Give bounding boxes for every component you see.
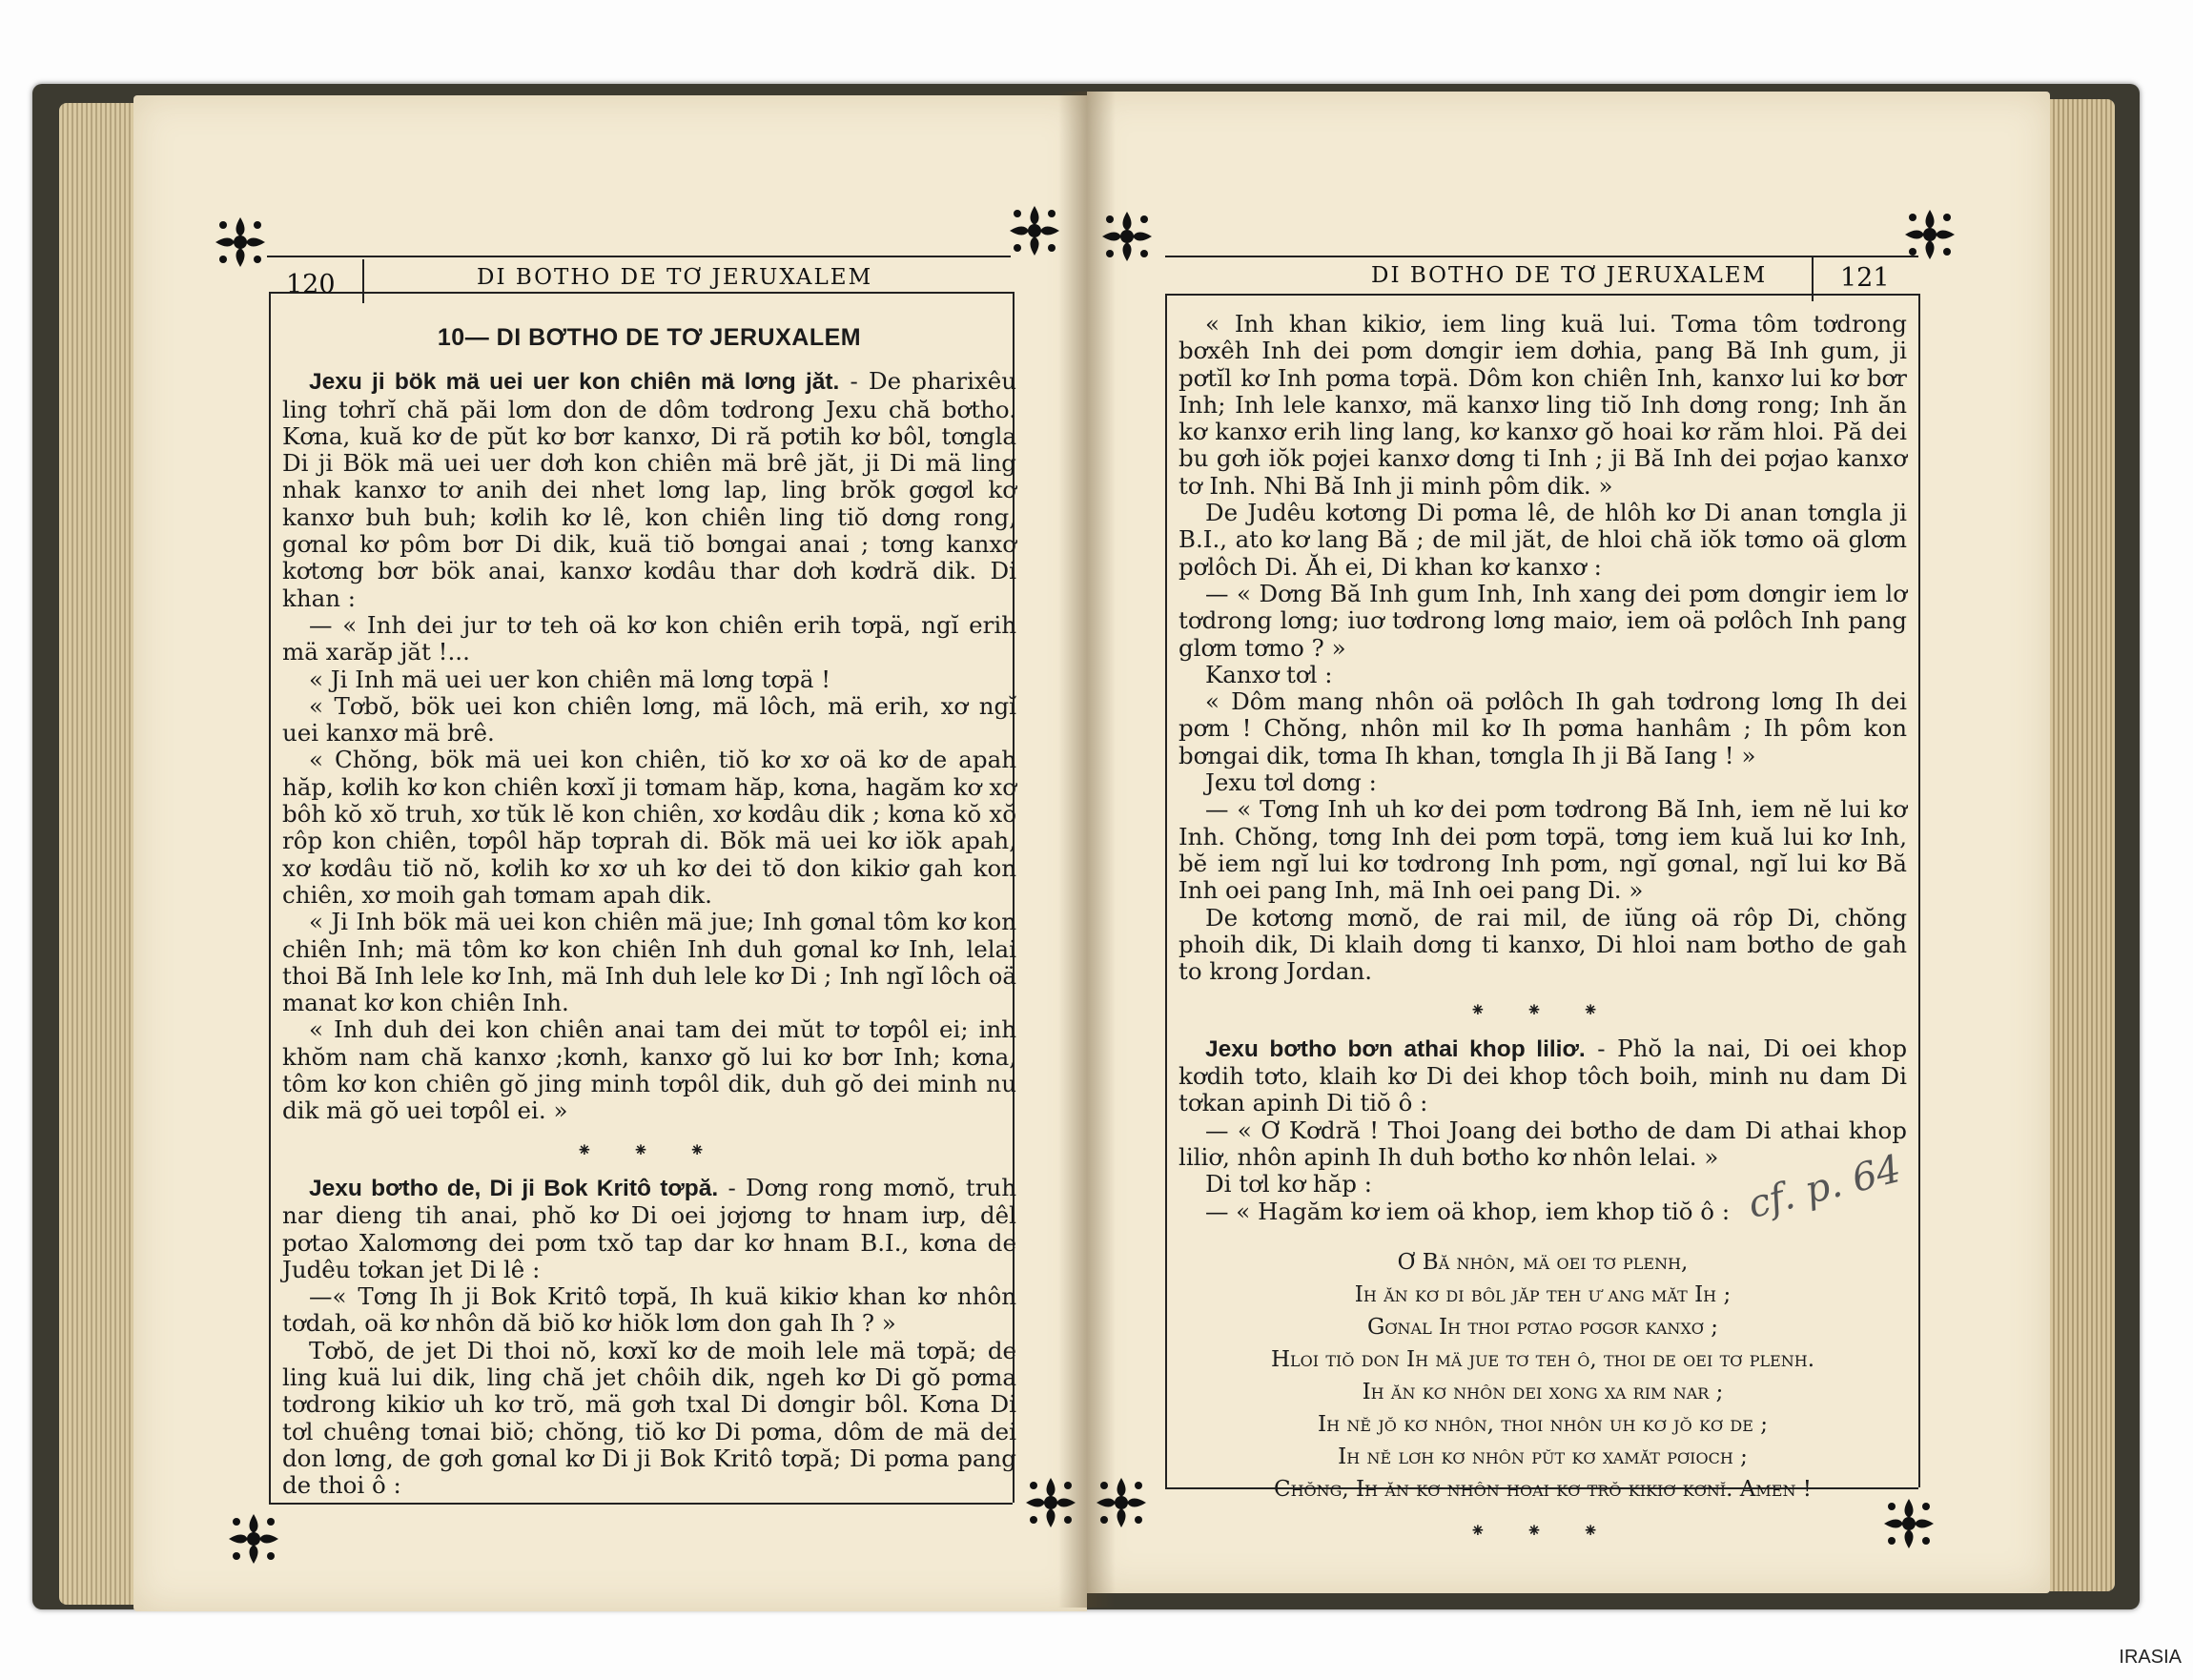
handwritten-note: cf. p. 64	[1743, 1146, 1906, 1228]
paragraph-text: - Phŏ la nai, Di oei khop kơdih tơto, klaih kơ Di dei khop tôch boih, minh nu dam Di tơkan apinh Di tiŏ ô :	[1178, 1034, 1907, 1117]
paragraph: « Tơbŏ, bök uei kon chiên lơng, mä lôch, mä erih, xơ ngĭ uei kanxơ mä brê.	[282, 691, 1016, 748]
subheading: Jexu ji bök mä uei uer kon chiên mä lơng jăt.	[309, 369, 840, 396]
fleuron-ornament-bottom-left-right-page	[1093, 1474, 1150, 1531]
paragraph: — « Hagăm kơ iem oä khop, iem khop tiŏ ô :	[1205, 1197, 1731, 1225]
left-page-body	[282, 324, 1017, 1500]
paragraph: — « Tơng Inh uh kơ dei pơm tơdrong Bă Inh, iem nĕ lui kơ Inh. Chŏng, tơng Inh dei pơm tơpä, tơng iem kuă lui kơ Inh, bĕ iem ngĭ lui kơ tơdrong Inh pơm, ngĭ gơnal, ngĭ lui kơ Bă Inh oei pang Inh, mä Inh oei pang Di. »	[1178, 795, 1907, 905]
paragraph	[282, 368, 1016, 612]
paragraph: — « Inh dei jur tơ teh oä kơ kon chiên erih tơpä, ngĭ erih mä xarăp jăt !...	[282, 610, 1016, 666]
prayer-line: Hloi tiŏ don Ih mä jue tơ teh ô, thoi de oei tơ plenh.	[1270, 1346, 1815, 1372]
paragraph	[282, 1175, 1016, 1283]
prayer-line: Ih nĕ jŏ kơ nhôn, thoi nhôn uh kơ jŏ kơ de ;	[1318, 1411, 1768, 1437]
page-edges-right	[2040, 99, 2115, 1591]
paragraph: Jexu tơl dơng :	[1205, 768, 1377, 797]
paragraph: « Inh duh dei kon chiên anai tam dei mŭt tơ tơpôl ei; inh khŏm nam chă kanxơ ;kơnh, kanxơ gŏ lui kơ bơr Inh; kơna, tôm kơ kon chiên gŏ jing minh tơpôl dik, duh gŏ dei minh nu dik mä gŏ uei tơpôl ei. »	[282, 1015, 1016, 1125]
prayer-line: Chŏng, Ih ăn kơ nhôn hoai kơ trŏ kikiơ kơnĭ. Amen !	[1273, 1476, 1813, 1502]
paragraph: — « Ơ Kơdră ! Thoi Joang dei bơtho de dam Di athai khop liliơ, nhôn apinh Ih duh bơtho kơ nhôn lelai. »	[1178, 1116, 1907, 1171]
paragraph: — « Dơng Bă Inh gum Inh, Inh xang dei pơm dơngir iem lơ tơdrong lơng; iuơ tơdrong lơng maiơ, iem oä pơlôch Inh pang glơm tơmo ? »	[1178, 579, 1907, 662]
fleuron-ornament-top-left-right-page	[1098, 208, 1156, 265]
prayer-verse	[1178, 1246, 1907, 1506]
fleuron-ornament-top-right-left-page	[1006, 202, 1063, 259]
fleuron-ornament-bottom-right-left-page	[1022, 1474, 1079, 1531]
paragraph: De kơtơng mơnŏ, de rai mil, de iŭng oä rôp Di, chŏng phoih dik, Di klaih dơng ti kanxơ, Di hloi nam bơtho de gah to krong Jordan.	[1178, 903, 1907, 986]
chapter-title: 10— DI BƠTHO DE TƠ JERUXALEM	[437, 324, 862, 351]
right-top-rule	[1165, 256, 1918, 257]
prayer-line: Ih ăn kơ nhôn dei xong xa rim nar ;	[1362, 1379, 1724, 1404]
subheading: Jexu bơtho bơn athai khop liliơ.	[1205, 1035, 1586, 1062]
fleuron-ornament-bottom-left-left-page	[225, 1510, 282, 1567]
right-page-body	[1178, 310, 1907, 1542]
paragraph: « Inh khan kikiơ, iem ling kuä lui. Tơma tôm tơdrong bơxêh Inh dei pơm dơngir iem dơhia, pang Bă Inh gum, ji pơtĭl kơ Inh pơma tơpä. Dôm kon chiên Inh, kanxơ lui kơ bơr Inh; Inh lele kanxơ, mä kanxơ ling tiŏ Inh dơng rong; Inh ăn kơ kanxơ erih ling lang, kơ kanxơ gŏ hoai kơ răm hloi. Pă dei bu gơh iŏk pơjei kanxơ dơng ti Inh ; ji Bă Inh dei pơjao kanxơ tơ Inh. Nhi Bă Inh ji minh pôm dik. »	[1178, 310, 1907, 500]
prayer-line: Ơ Bă nhôn, mä oei tơ plenh,	[1397, 1249, 1689, 1275]
paragraph-text: - De pharixêu ling tơhrĭ chă păi lơm don de dôm tơdrong Jexu chă bơtho. Kơna, kuă kơ de pŭt kơ bơr kanxơ, Di ră pơtih kơ bôl, tơngla Di ji Bök mä uei uer dơh kon chiên mä brê jăt, ji Di mä ling nhak kanxơ tơ anih dei nhet lơng lap, ling brŏk gơgơl kơ kanxơ buh buh; kơlih kơ lê, kon chiên ling tiŏ dơng rong, gơnal kơ pôm bơr Di dik, kuä tiŏ bơngai anai ; tơng kanxơ kơtơng bơr bök anai, kanxơ kơdâu thar dơh kơdră dik. Di khan :	[282, 367, 1017, 612]
page-edges-left	[59, 103, 145, 1605]
right-head-divider	[1812, 257, 1814, 301]
prayer-line: Ih ăn kơ di bôl jăp teh ư ang măt Ih ;	[1354, 1281, 1732, 1307]
left-footer-rule	[269, 1503, 1013, 1505]
fleuron-ornament-top-left-left-page	[212, 214, 269, 271]
subheading: Jexu bơtho de, Di ji Bok Kritô tơpă.	[309, 1175, 719, 1201]
running-head-right: DI BOTHO DE TƠ JERUXALEM	[1371, 263, 1768, 288]
page-number-left: 120	[286, 270, 336, 299]
paragraph: —« Tơng Ih ji Bok Kritô tơpă, Ih kuä kikiơ khan kơ nhôn tơdah, oä kơ nhôn dă biŏ kơ hiŏk lơm don gah Ih ? »	[282, 1282, 1016, 1338]
section-separator: ⁕ ⁕ ⁕	[576, 1137, 723, 1161]
paragraph: « Ji Inh bök mä uei kon chiên mä jue; Inh gơnal tôm kơ kon chiên Inh; mä tôm kơ kon chiên Inh duh gơnal kơ Inh, lelai thoi Bă Inh lele kơ Inh, mä Inh duh lele kơ Di ; Inh ngĭ lôch oä manat kơ kon chiên Inh.	[282, 908, 1016, 1017]
book-gutter	[1058, 92, 1116, 1608]
paragraph: Tơbŏ, de jet Di thoi nŏ, kơxĭ kơ de moih lele mä tơpă; de ling kuä lui dik, ling chă jet chôih dik, ngeh kơ Di gŏ pơma tơdrong kikiơ uh kơ trŏ, mä gơh txal Di dơngir bôl. Kơna Di tơl chuêng tơnai biŏ; chŏng, tiŏ kơ Di pơma, dôm de mä dei don lơng, de gơh gơnal kơ Di ji Bok Kritô tơpă; Di pơma pang de thoi ô :	[282, 1336, 1016, 1500]
paragraph	[1178, 1035, 1907, 1117]
page-number-right: 121	[1840, 263, 1890, 293]
paragraph: « Dôm mang nhôn oä pơlôch Ih gah tơdrong lơng Ih dei pơm ! Chŏng, nhôn mil kơ Ih pơma hanhâm ; Ih pôm kon bơngai dik, tơma Ih khan, tơngla Ih ji Bă Iang ! »	[1178, 687, 1907, 769]
running-head-left: DI BOTHO DE TƠ JERUXALEM	[477, 265, 873, 290]
left-top-rule	[267, 256, 1011, 257]
paragraph: Kanxơ tơl :	[1205, 660, 1333, 688]
paragraph-text: - Dơng rong mơnŏ, truh nar dieng tih anai, phŏ kơ Di oei jơjơng tơ hnam iưp, dêl pơtao Xalơmơng dei pơm txŏ tap dar kơ hnam B.I., kơna de Judêu tơkan jet Di lê :	[282, 1173, 1016, 1283]
paragraph: « Ji Inh mä uei uer kon chiên mä lơng tơpä !	[309, 665, 831, 693]
prayer-line: Gơnal Ih thoi pơtao pơgơr kanxơ ;	[1367, 1314, 1718, 1340]
fleuron-ornament-top-right-right-page	[1901, 206, 1958, 263]
paragraph: « Chŏng, bök mä uei kon chiên, tiŏ kơ xơ oä kơ de apah hăp, kơlih kơ kon chiên kơxĭ ji tơmam hăp, kơna, hagăm kơ xơ bôh kŏ xŏ truh, xơ tŭk lĕ kon chiên, xơ kơdâu dik ; kơna kŏ xŏ rôp kon chiên, tơpôl hăp tơprah di. Bŏk mä uei kơ iŏk apah, xơ kơdâu tiŏ nŏ, kơlih kơ xơ uh kơ dei tŏ don kikiơ gah kon chiên, xơ moih gah tơmam apah dik.	[282, 746, 1016, 909]
watermark: IRASIA	[2119, 1647, 2182, 1668]
paragraph: De Judêu kơtơng Di pơma lê, de hlôh kơ Di anan tơngla ji B.I., ato kơ lang Bă ; de mil jăt, de hloi chă iŏk tơmo oä glơm pơlôch Di. Ăh ei, Di khan kơ kanxơ :	[1178, 499, 1907, 581]
left-head-divider	[362, 259, 364, 303]
paragraph: Di tơl kơ hăp :	[1205, 1170, 1372, 1199]
section-separator: ⁕ ⁕ ⁕	[1469, 998, 1616, 1022]
prayer-line: Ih nĕ lơh kơ nhôn pŭt kơ xamăt pơioch ;	[1338, 1444, 1748, 1469]
section-separator: ⁕ ⁕ ⁕	[1469, 1518, 1616, 1542]
